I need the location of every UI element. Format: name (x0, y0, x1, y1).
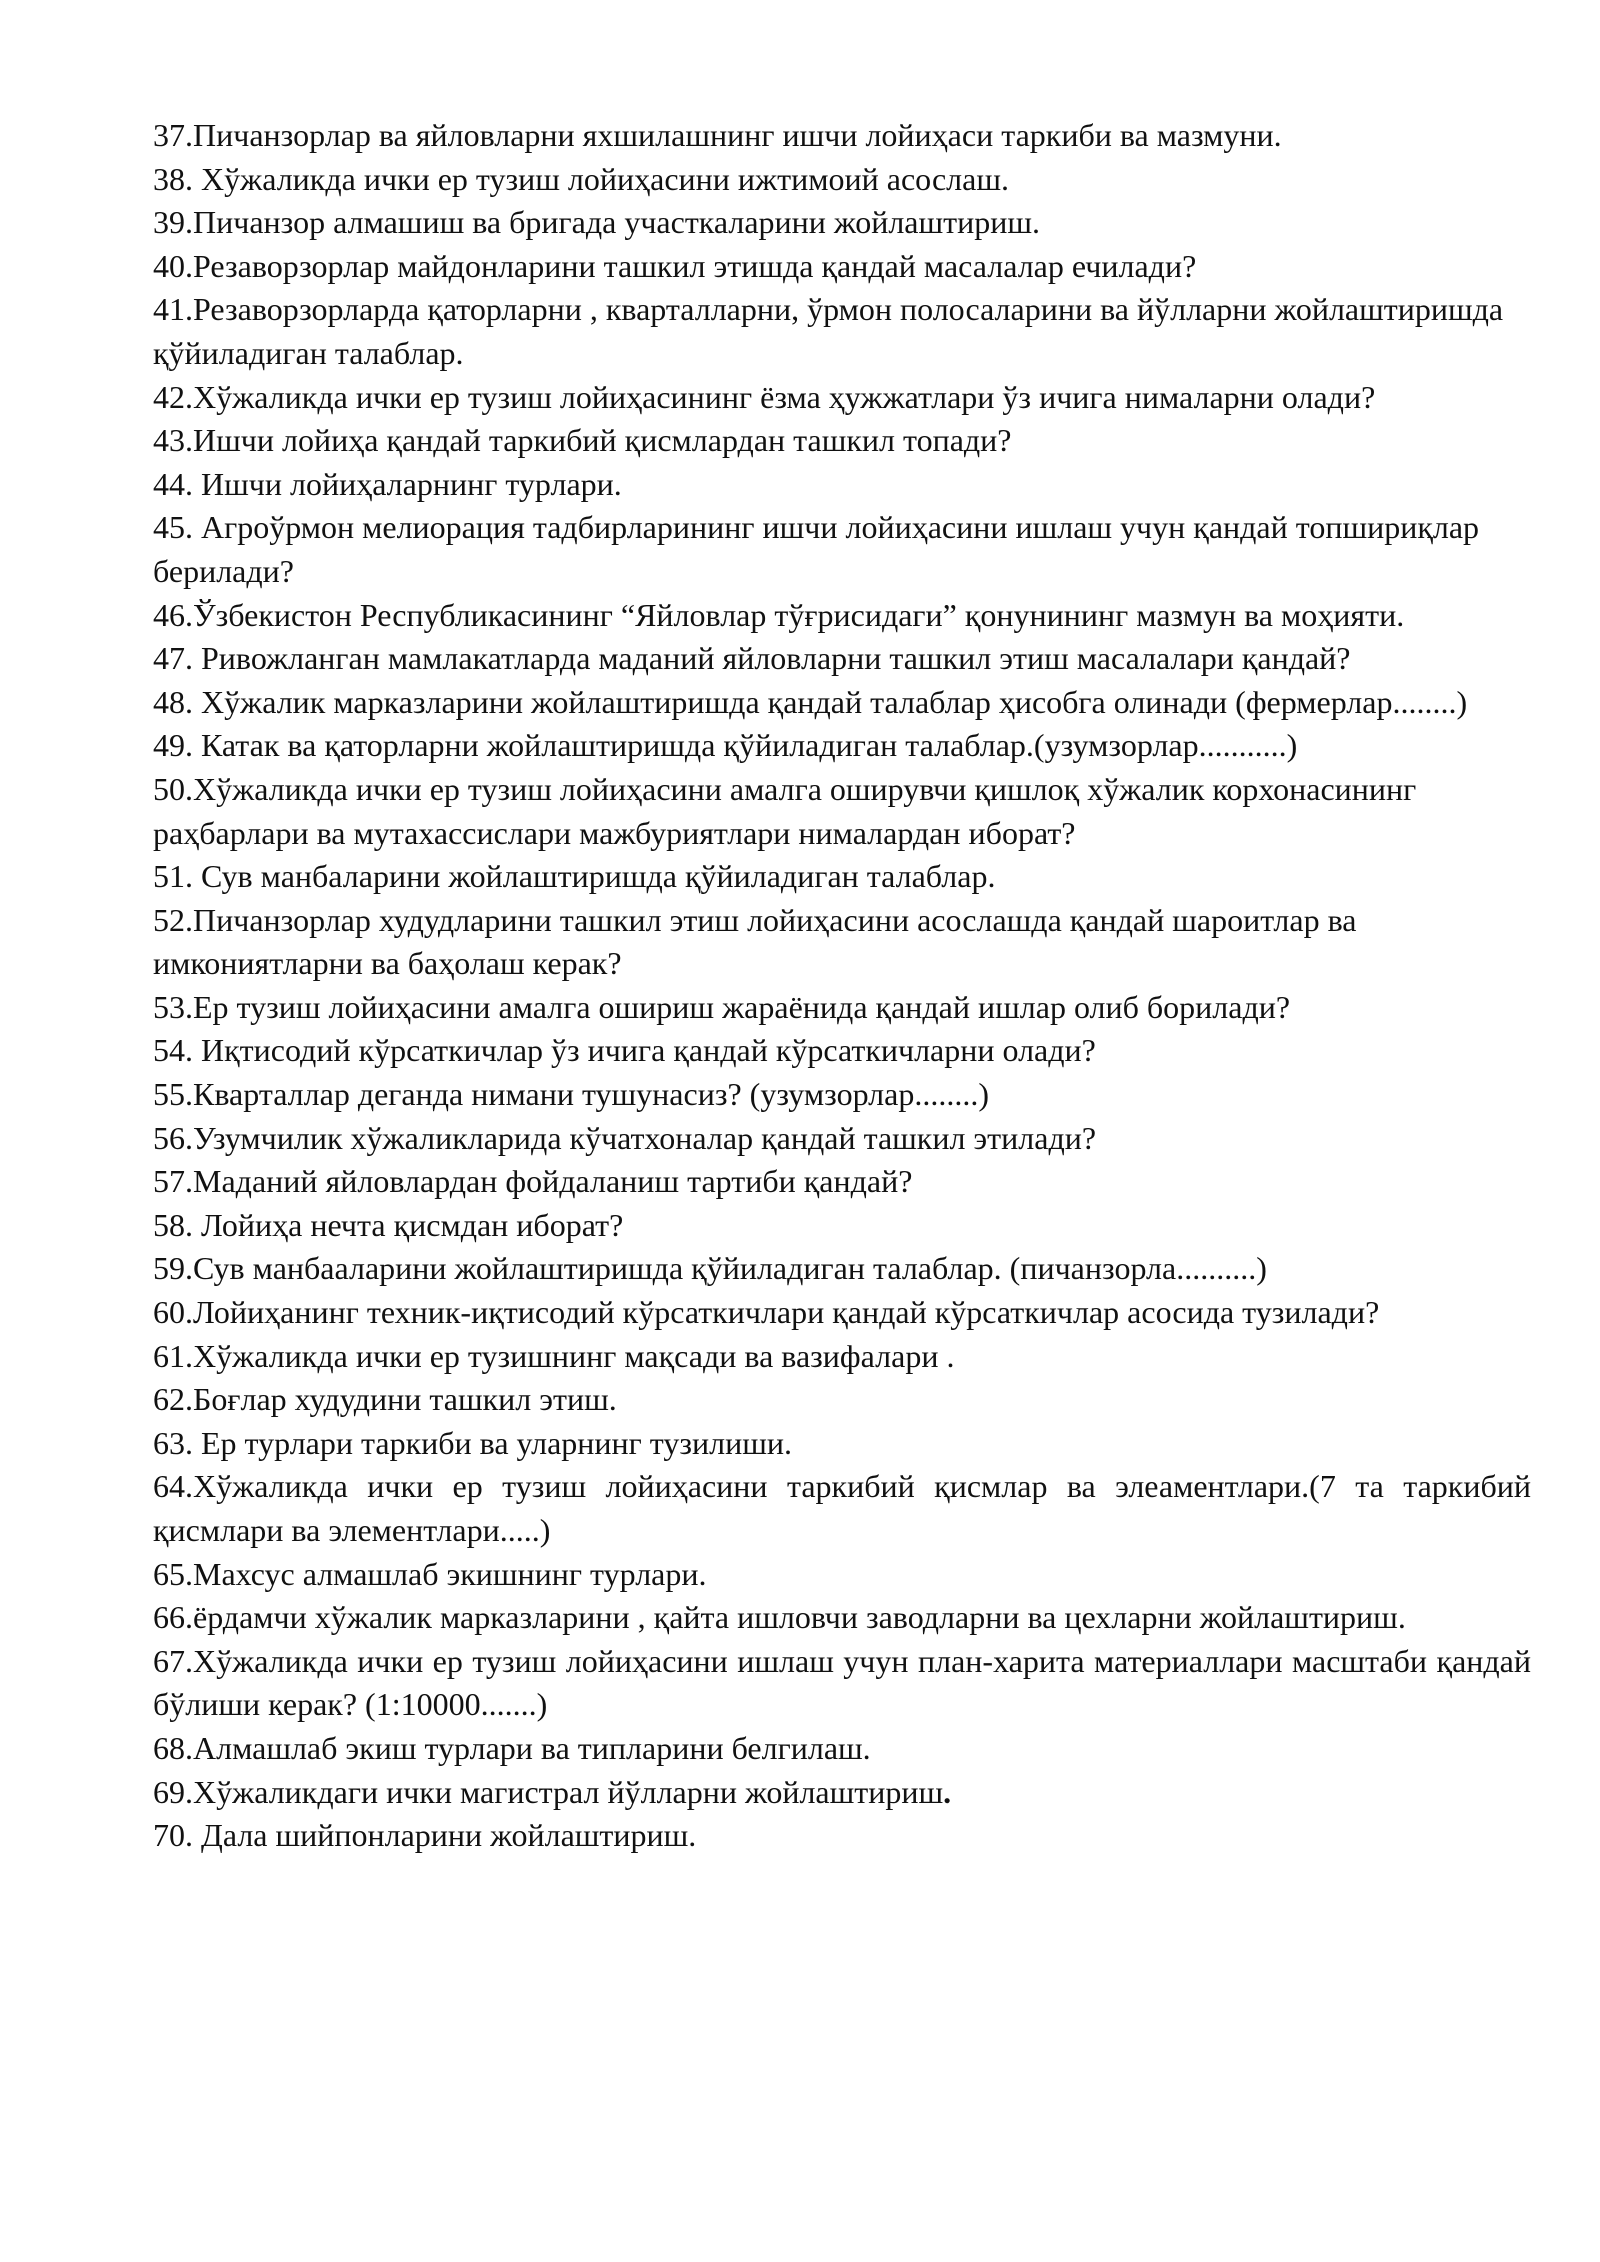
question-68: 68.Алмашлаб экиш турлари ва типларини белгилаш. (153, 1729, 871, 1766)
question-42: 42.Хўжаликда ички ер тузиш лойиҳасининг ёзма ҳужжатлари ўз ичига нималарни олади? (153, 378, 1376, 415)
question-58: 58. Лойиҳа нечта қисмдан иборат? (153, 1206, 624, 1243)
question-50: 50.Хўжаликда ички ер тузиш лойиҳасини амалга оширувчи қишлоқ хўжалик корхонасининг раҳбарлари ва мутахассислари мажбуриятлари нималардан иборат? (153, 770, 1417, 851)
question-70: 70. Дала шийпонларини жойлаштириш. (153, 1817, 697, 1854)
question-65: 65.Махсус алмашлаб экишнинг турлари. (153, 1555, 707, 1592)
question-67: 67.Хўжаликда ички ер тузиш лойиҳасини ишлаш учун план-харита материаллари масштаби қандай бўлиши керак? (1:10000.......) (153, 1642, 1531, 1723)
question-69-text: 69.Хўжаликдаги ички магистрал йўлларни жойлаштириш (153, 1773, 944, 1810)
question-49: 49. Катак ва қаторларни жойлаштиришда қўйиладиган талаблар.(узумзорлар...........) (153, 727, 1298, 764)
question-60: 60.Лойиҳанинг техник-иқтисодий кўрсаткичлари қандай кўрсаткичлар асосида тузилади? (153, 1294, 1380, 1331)
question-57: 57.Маданий яйловлардан фойдаланиш тартиби қандай? (153, 1163, 913, 1200)
question-40: 40.Резаворзорлар майдонларини ташкил этишда қандай масалалар ечилади? (153, 247, 1197, 284)
question-46: 46.Ўзбекистон Республикасининг “Яйловлар тўғрисидаги” қонунининг мазмун ва моҳияти. (153, 596, 1405, 633)
question-63: 63. Ер турлари таркиби ва уларнинг тузилиши. (153, 1424, 792, 1461)
question-47: 47. Ривожланган мамлакатларда маданий яйловларни ташкил этиш масалалари қандай? (153, 640, 1351, 677)
question-69 (153, 1771, 1531, 1815)
question-56: 56.Узумчилик хўжаликларида кўчатхоналар қандай ташкил этилади? (153, 1119, 1097, 1156)
question-44: 44. Ишчи лойиҳаларнинг турлари. (153, 465, 622, 502)
question-41: 41.Резаворзорларда қаторларни , кварталларни, ўрмон полосаларини ва йўлларни жойлаштиришда қўйиладиган талаблар. (153, 291, 1504, 371)
question-38: 38. Хўжаликда ички ер тузиш лойиҳасини ижтимоий асослаш. (153, 160, 1009, 197)
question-43: 43.Ишчи лойиҳа қандай таркибий қисмлардан ташкил топади? (153, 422, 1012, 459)
question-48: 48. Хўжалик марказларини жойлаштиришда қандай талаблар ҳисобга олинади (фермерлар........) (153, 683, 1468, 720)
question-61: 61.Хўжаликда ички ер тузишнинг мақсади ва вазифалари . (153, 1337, 955, 1374)
question-69-period: . (943, 1773, 952, 1810)
question-54: 54. Иқтисодий кўрсаткичлар ўз ичига қандай кўрсаткичларни олади? (153, 1032, 1096, 1069)
question-37: 37.Пичанзорлар ва яйловларни яхшилашнинг ишчи лойиҳаси таркиби ва мазмуни. (153, 117, 1282, 153)
question-39: 39.Пичанзор алмашиш ва бригада участкаларини жойлаштириш. (153, 204, 1041, 241)
question-66: 66.ёрдамчи хўжалик марказларини , қайта ишловчи заводларни ва цехларни жойлаштириш. (153, 1599, 1406, 1636)
question-62: 62.Боғлар худудини ташкил этиш. (153, 1381, 617, 1418)
question-52: 52.Пичанзорлар худудларини ташкил этиш лойиҳасини асослашда қандай шароитлар ва имкониятларни ва баҳолаш керак? (153, 901, 1357, 982)
question-list (153, 114, 1531, 1858)
question-45: 45. Агроўрмон мелиорация тадбирларининг ишчи лойиҳасини ишлаш учун қандай топшириқлар берилади? (153, 509, 1480, 589)
question-51: 51. Сув манбаларини жойлаштиришда қўйиладиган талаблар. (153, 858, 996, 895)
question-64: 64.Хўжаликда ички ер тузиш лойиҳасини таркибий қисмлар ва элеаментлари.(7 та таркибий қисмлари ва элементлари.....) (153, 1468, 1531, 1548)
question-53: 53.Ер тузиш лойиҳасини амалга ошириш жараёнида қандай ишлар олиб борилади? (153, 988, 1291, 1025)
question-59: 59.Сув манбааларини жойлаштиришда қўйиладиган талаблар. (пичанзорла..........) (153, 1250, 1267, 1287)
question-55: 55.Кварталлар деганда нимани тушунасиз? (узумзорлар........) (153, 1076, 989, 1113)
